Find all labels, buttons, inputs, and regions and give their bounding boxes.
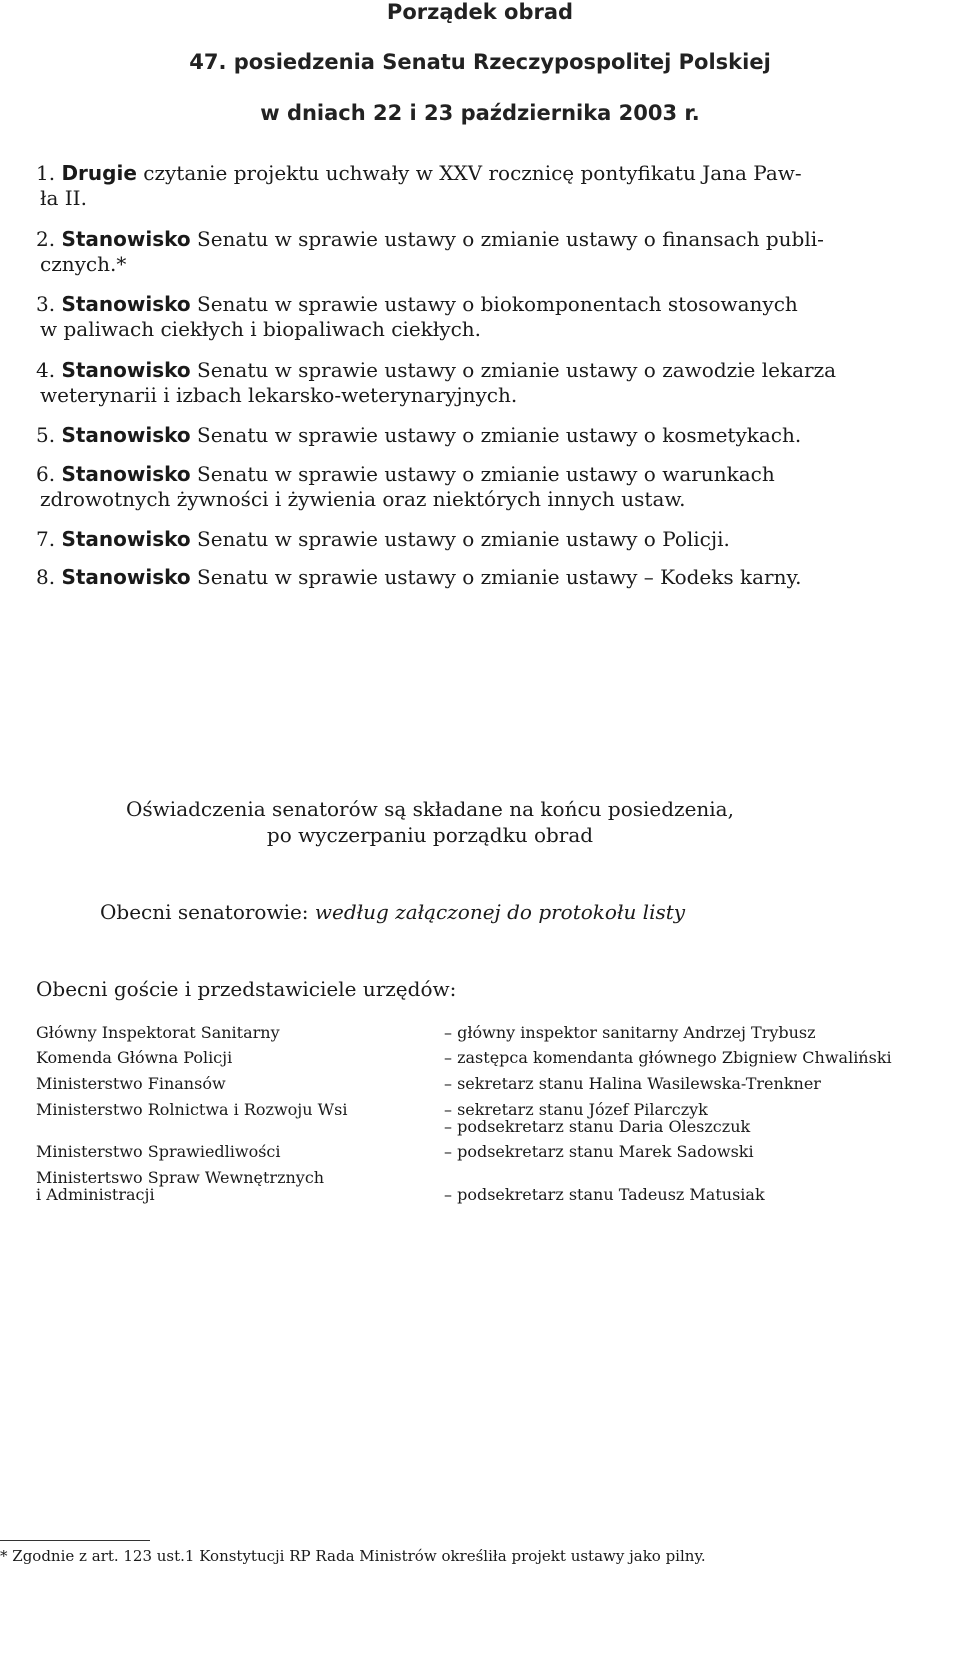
agenda-item	[36, 292, 856, 342]
present-senators	[100, 900, 685, 924]
agenda-continuation: w paliwach ciekłych i biopaliwach ciekłych.	[40, 317, 482, 341]
session-dates: w dniach 22 i 23 października 2003 r.	[260, 101, 700, 125]
agenda-text: Senatu w sprawie ustawy o zmianie ustawy – Kodeks karny.	[190, 565, 802, 589]
guest-organization: i Administracji	[36, 1185, 155, 1204]
agenda-continuation: zdrowotnych żywności i żywienia oraz niektórych innych ustaw.	[40, 487, 686, 511]
agenda-text: Senatu w sprawie ustawy o biokomponentach stosowanych	[190, 292, 798, 316]
guests-title: Obecni goście i przedstawiciele urzędów:	[36, 977, 457, 1001]
agenda-number: 6.	[36, 462, 56, 486]
agenda-item	[36, 161, 856, 211]
agenda-number: 7.	[36, 527, 56, 551]
agenda-keyword: Stanowisko	[61, 462, 191, 486]
agenda-text: Senatu w sprawie ustawy o zmianie ustawy o warunkach	[190, 462, 775, 486]
agenda-text: czytanie projektu uchwały w XXV rocznicę pontyfikatu Jana Paw-	[136, 161, 802, 185]
agenda-number: 1.	[36, 161, 56, 185]
agenda-item	[36, 565, 856, 590]
agenda-keyword: Drugie	[61, 161, 137, 185]
agenda-keyword: Stanowisko	[61, 358, 191, 382]
present-senators-label: Obecni senatorowie:	[100, 900, 315, 924]
agenda-item	[36, 227, 856, 277]
guest-representative: – główny inspektor sanitarny Andrzej Trybusz	[444, 1023, 816, 1042]
statements-note-line: po wyczerpaniu porządku obrad	[266, 823, 594, 847]
agenda-number: 2.	[36, 227, 56, 251]
footnote: * Zgodnie z art. 123 ust.1 Konstytucji RP Rada Ministrów określiła projekt ustawy jako pilny.	[0, 1547, 706, 1565]
guest-organization: Ministerstwo Rolnictwa i Rozwoju Wsi	[36, 1100, 348, 1119]
guest-representative: – podsekretarz stanu Tadeusz Matusiak	[444, 1185, 765, 1204]
session-title: 47. posiedzenia Senatu Rzeczypospolitej Polskiej	[189, 50, 771, 74]
agenda-keyword: Stanowisko	[61, 565, 191, 589]
guest-representative: – sekretarz stanu Halina Wasilewska-Trenkner	[444, 1074, 821, 1093]
guest-organization: Ministerstwo Sprawiedliwości	[36, 1142, 281, 1161]
guest-organization: Komenda Główna Policji	[36, 1048, 233, 1067]
guest-representative: – sekretarz stanu Józef Pilarczyk	[444, 1100, 708, 1119]
document-title: Porządek obrad	[386, 0, 574, 24]
agenda-text: Senatu w sprawie ustawy o zmianie ustawy o Policji.	[190, 527, 730, 551]
agenda-item	[36, 462, 856, 512]
guest-representative: – podsekretarz stanu Marek Sadowski	[444, 1142, 754, 1161]
agenda-text: Senatu w sprawie ustawy o zmianie ustawy o zawodzie lekarza	[190, 358, 837, 382]
guest-representative: – podsekretarz stanu Daria Oleszczuk	[444, 1117, 751, 1136]
agenda-keyword: Stanowisko	[61, 527, 191, 551]
statements-note-line: Oświadczenia senatorów są składane na końcu posiedzenia,	[126, 797, 734, 821]
statements-note	[0, 796, 860, 848]
agenda-number: 8.	[36, 565, 56, 589]
guest-organization: Główny Inspektorat Sanitarny	[36, 1023, 280, 1042]
guest-organization: Ministertswo Spraw Wewnętrznych	[36, 1168, 325, 1187]
footnote-divider	[0, 1540, 150, 1541]
agenda-item	[36, 358, 856, 408]
agenda-number: 3.	[36, 292, 56, 316]
agenda-item	[36, 423, 856, 448]
agenda-keyword: Stanowisko	[61, 292, 191, 316]
agenda-text: Senatu w sprawie ustawy o zmianie ustawy o finansach publi-	[190, 227, 824, 251]
agenda-keyword: Stanowisko	[61, 423, 191, 447]
agenda-keyword: Stanowisko	[61, 227, 191, 251]
guest-organization: Ministerstwo Finansów	[36, 1074, 226, 1093]
agenda-continuation: ła II.	[40, 186, 87, 210]
agenda-continuation: cznych.*	[40, 252, 127, 276]
agenda-continuation: weterynarii i izbach lekarsko-weterynaryjnych.	[40, 383, 518, 407]
present-senators-value: według załączonej do protokołu listy	[314, 900, 686, 924]
agenda-number: 4.	[36, 358, 56, 382]
agenda-item	[36, 527, 856, 552]
agenda-text: Senatu w sprawie ustawy o zmianie ustawy o kosmetykach.	[190, 423, 802, 447]
guest-representative: – zastępca komendanta głównego Zbigniew Chwaliński	[444, 1048, 892, 1067]
agenda-number: 5.	[36, 423, 56, 447]
